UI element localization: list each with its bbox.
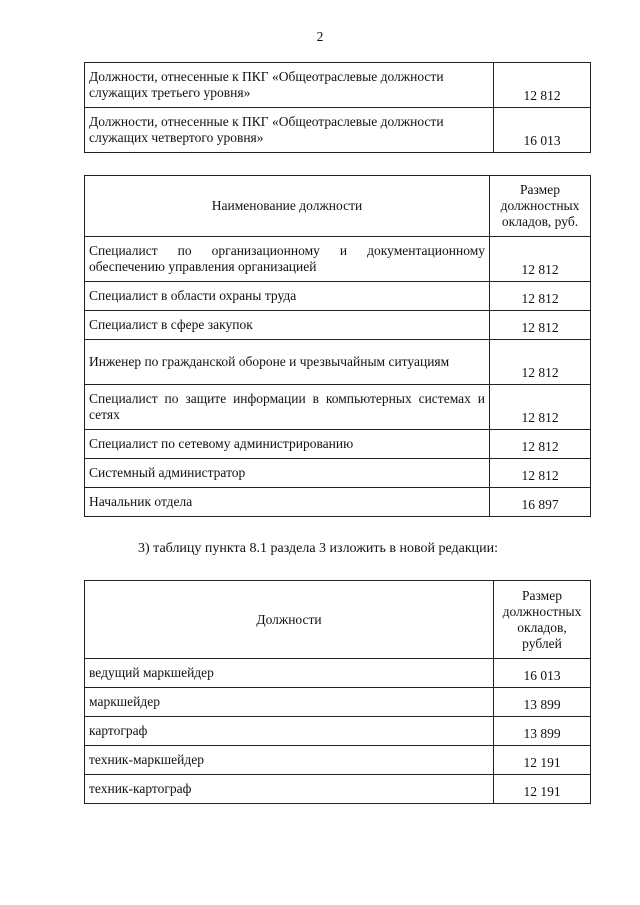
amendment-paragraph: 3) таблицу пункта 8.1 раздела 3 изложить в новой редакции: (138, 541, 499, 556)
salary-cell: 12 812 (490, 385, 591, 430)
position-name-cell: Должности, отнесенные к ПКГ «Общеотраслевые должности служащих третьего уровня» (85, 63, 494, 108)
salary-cell: 12 191 (494, 775, 591, 804)
salary-cell: 13 899 (494, 717, 591, 746)
table-row (85, 282, 591, 311)
position-name-cell: Специалист по защите информации в компьютерных системах и сетях (85, 385, 490, 430)
position-name-cell: Специалист в области охраны труда (85, 282, 490, 311)
salary-cell: 16 013 (494, 108, 591, 153)
table-row (85, 108, 591, 153)
position-name-cell: Системный администратор (85, 459, 490, 488)
position-name-cell: Специалист по сетевому администрированию (85, 430, 490, 459)
salary-cell: 12 812 (490, 311, 591, 340)
salary-cell: 12 812 (490, 282, 591, 311)
salary-cell: 16 013 (494, 659, 591, 688)
table-row (85, 459, 591, 488)
position-name-cell: ведущий маркшейдер (85, 659, 494, 688)
salary-cell: 12 812 (490, 430, 591, 459)
salary-cell: 13 899 (494, 688, 591, 717)
header-position-name: Должности (85, 581, 494, 659)
position-name-cell: Специалист по организационному и документационному обеспечению управления организацией (85, 237, 490, 282)
table-row (85, 717, 591, 746)
table-row (85, 385, 591, 430)
table-row (85, 746, 591, 775)
position-name-cell: Специалист в сфере закупок (85, 311, 490, 340)
position-name-cell: маркшейдер (85, 688, 494, 717)
salary-cell: 12 812 (490, 459, 591, 488)
salary-table-surveying (84, 580, 591, 804)
table-header-row (85, 176, 591, 237)
position-name-cell: техник-маркшейдер (85, 746, 494, 775)
salary-cell: 12 812 (490, 340, 591, 385)
position-name-cell: техник-картограф (85, 775, 494, 804)
position-name-cell: Начальник отдела (85, 488, 490, 517)
table-row (85, 237, 591, 282)
salary-table-positions (84, 175, 591, 517)
salary-cell: 12 191 (494, 746, 591, 775)
table-row (85, 488, 591, 517)
position-name-cell: Должности, отнесенные к ПКГ «Общеотраслевые должности служащих четвертого уровня» (85, 108, 494, 153)
header-salary: Размер должностных окладов, рублей (494, 581, 591, 659)
position-name-cell: картограф (85, 717, 494, 746)
table-row (85, 688, 591, 717)
table-row (85, 311, 591, 340)
salary-cell: 12 812 (490, 237, 591, 282)
salary-cell: 16 897 (490, 488, 591, 517)
table-header-row (85, 581, 591, 659)
table-row (85, 340, 591, 385)
header-salary: Размер должностных окладов, руб. (490, 176, 591, 237)
salary-cell: 12 812 (494, 63, 591, 108)
salary-table-pkg (84, 62, 591, 153)
table-row (85, 430, 591, 459)
table-row (85, 63, 591, 108)
page-number: 2 (316, 29, 324, 44)
position-name-cell: Инженер по гражданской обороне и чрезвычайным ситуациям (85, 340, 490, 385)
table-row (85, 775, 591, 804)
header-position-name: Наименование должности (85, 176, 490, 237)
table-row (85, 659, 591, 688)
